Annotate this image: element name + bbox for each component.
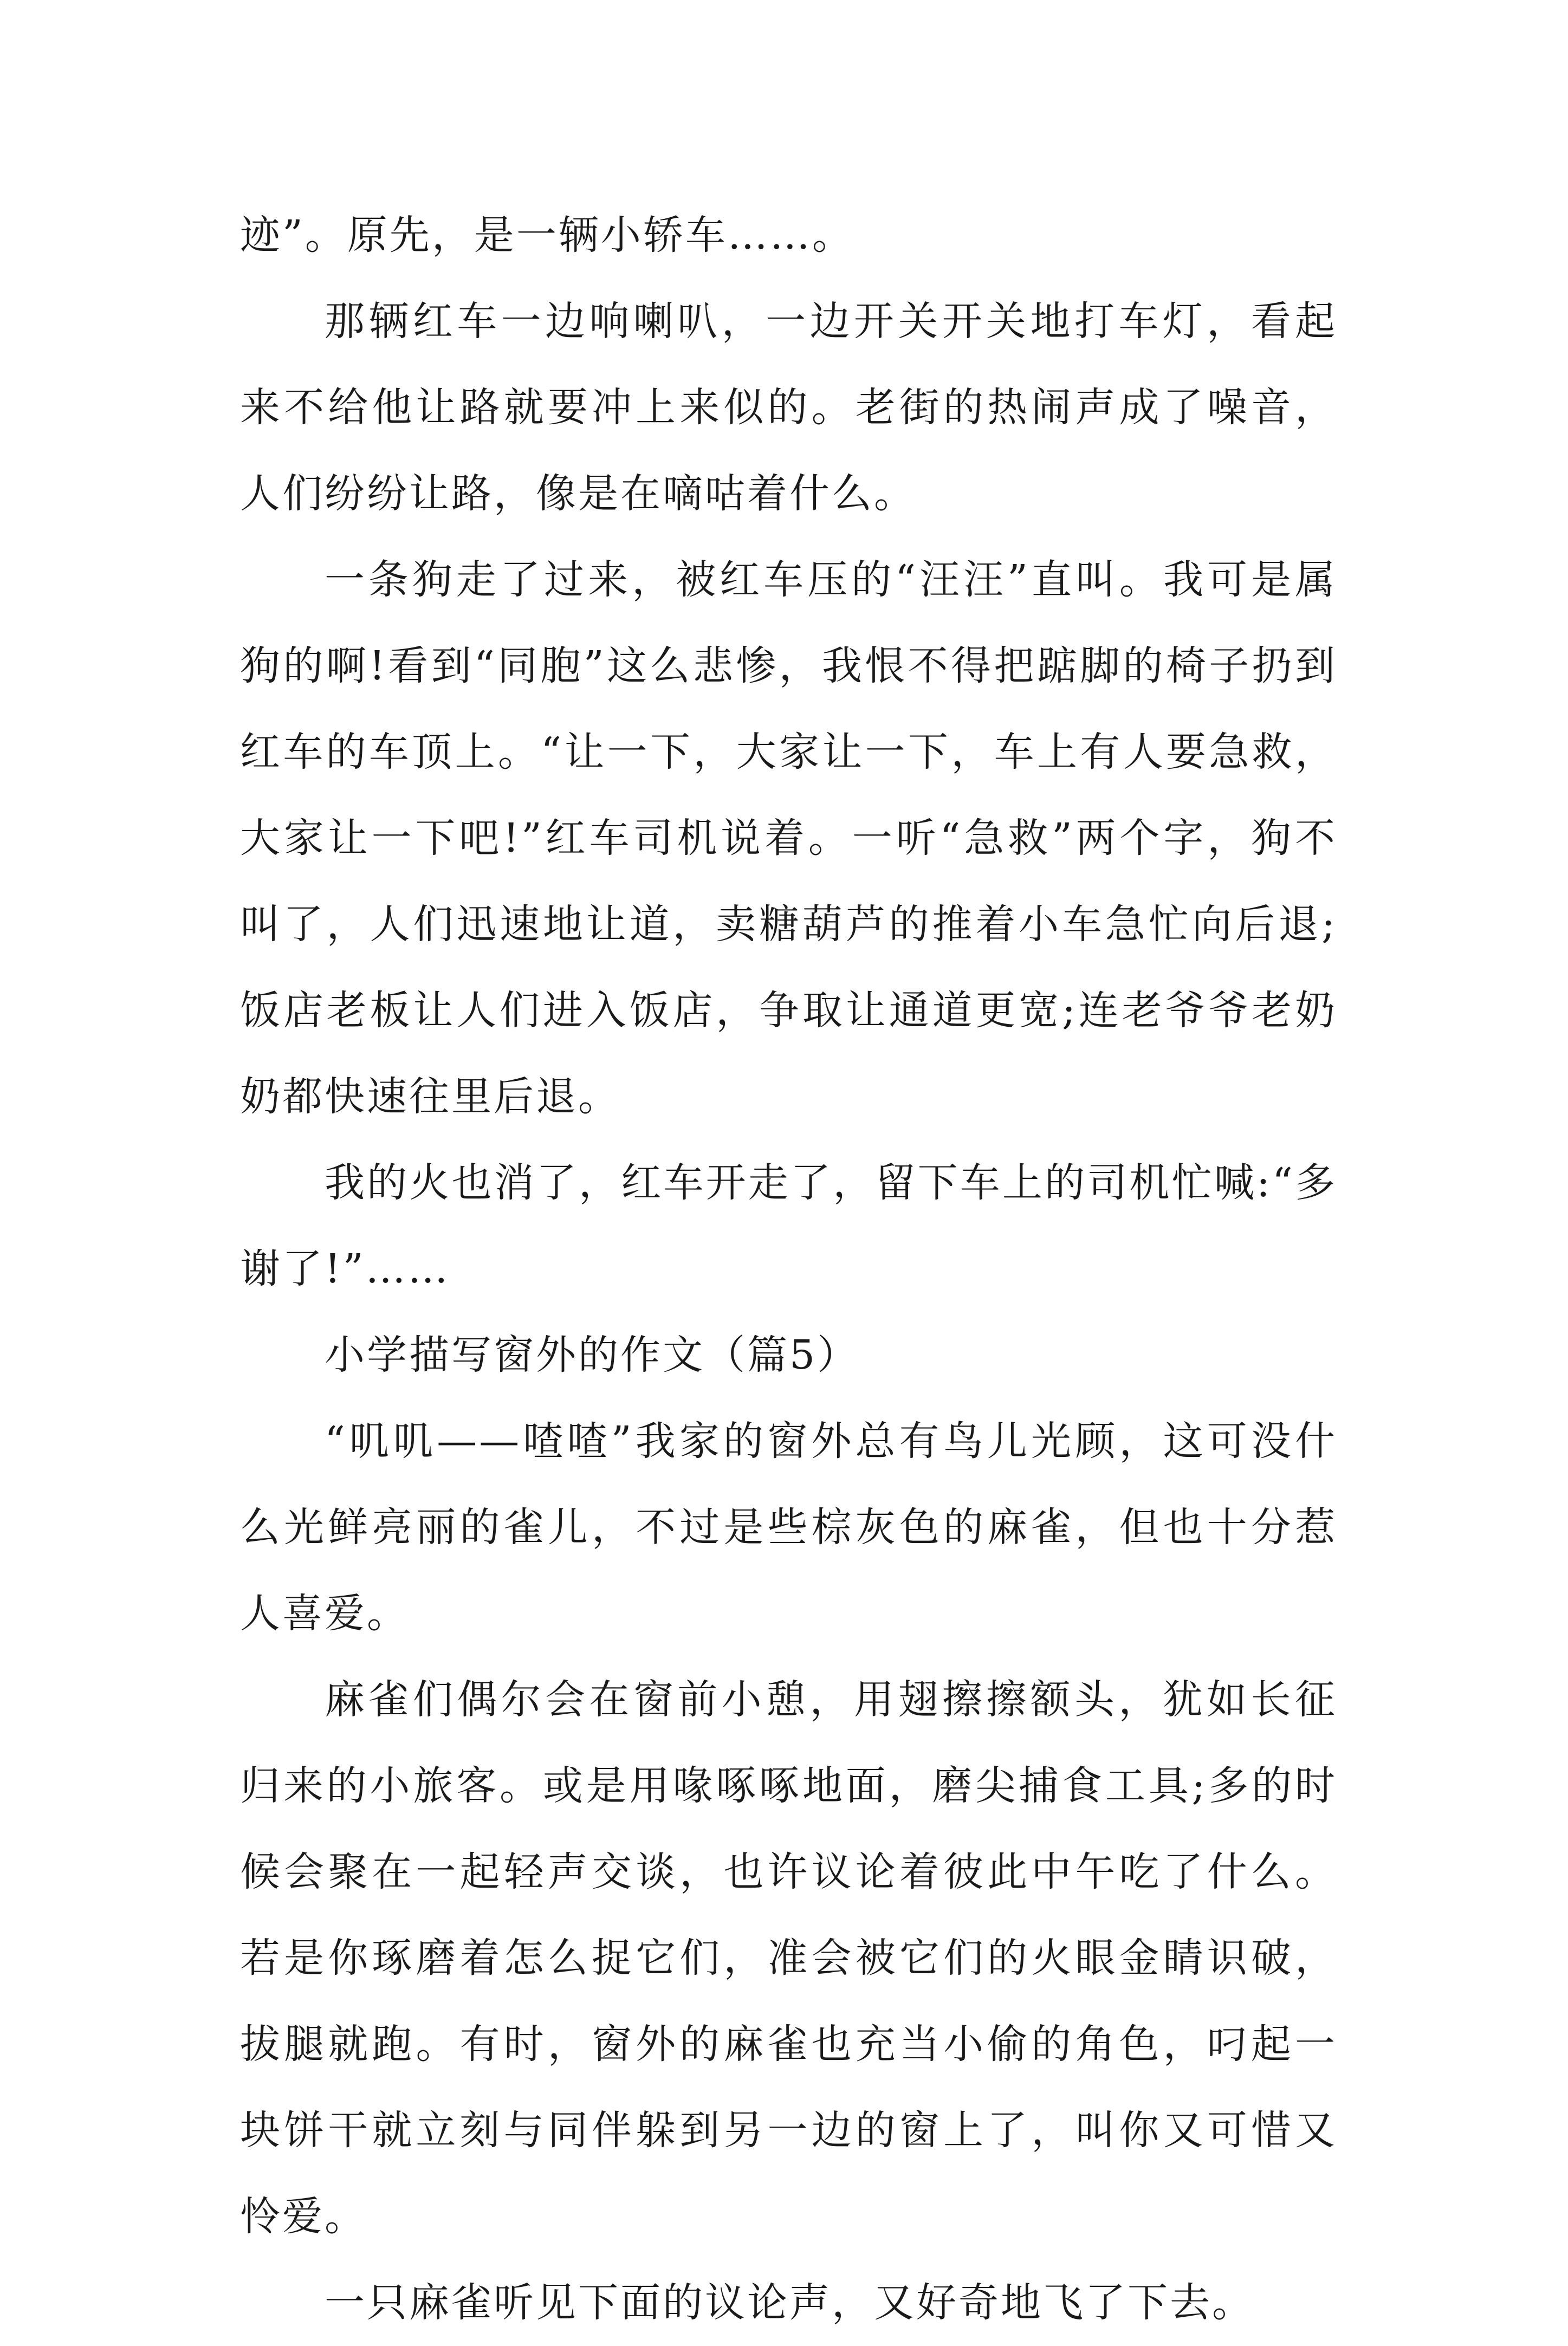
paragraph-red-car: 那辆红车一边响喇叭，一边开关开关地打车灯，看起来不给他让路就要冲上来似的。老街的热闹声成了噪音，人们纷纷让路，像是在嘀咕着什么。 bbox=[240, 298, 1337, 517]
paragraph-thanks: 我的火也消了，红车开走了，留下车上的司机忙喊:“多谢了!”…… bbox=[240, 1159, 1337, 1292]
paragraph-sparrow-flies: 一只麻雀听见下面的议论声，又好奇地飞了下去。 bbox=[325, 2279, 1254, 2326]
article-body bbox=[240, 192, 1337, 2346]
paragraph-continuation: 迹”。原先，是一辆小轿车……。 bbox=[240, 212, 854, 258]
paragraph-sparrows: 麻雀们偶尔会在窗前小憩，用翅擦擦额头，犹如长征归来的小旅客。或是用喙啄啄地面，磨尖捕食工具;多的时候会聚在一起轻声交谈，也许议论着彼此中午吃了什么。若是你琢磨着怎么捉它们，准会被它们的火眼金睛识破，拔腿就跑。有时，窗外的麻雀也充当小偷的角色，叼起一块饼干就立刻与同伴躲到另一边的窗上了，叫你又可惜又怜爱。 bbox=[240, 1676, 1337, 2240]
paragraph-dog: 一条狗走了过来，被红车压的“汪汪”直叫。我可是属狗的啊!看到“同胞”这么悲惨，我恨不得把踮脚的椅子扔到红车的车顶上。“让一下，大家让一下，车上有人要急救，大家让一下吧!”红车司机说着。一听“急救”两个字，狗不叫了，人们迅速地让道，卖糖葫芦的推着小车急忙向后退;饭店老板让人们进入饭店，争取让通道更宽;连老爷爷老奶奶都快速往里后退。 bbox=[240, 556, 1337, 1120]
section-heading: 小学描写窗外的作文（篇5） bbox=[325, 1332, 860, 1378]
paragraph-birds-intro: “叽叽——喳喳”我家的窗外总有鸟儿光顾，这可没什么光鲜亮丽的雀儿，不过是些棕灰色的麻雀，但也十分惹人喜爱。 bbox=[240, 1418, 1337, 1637]
